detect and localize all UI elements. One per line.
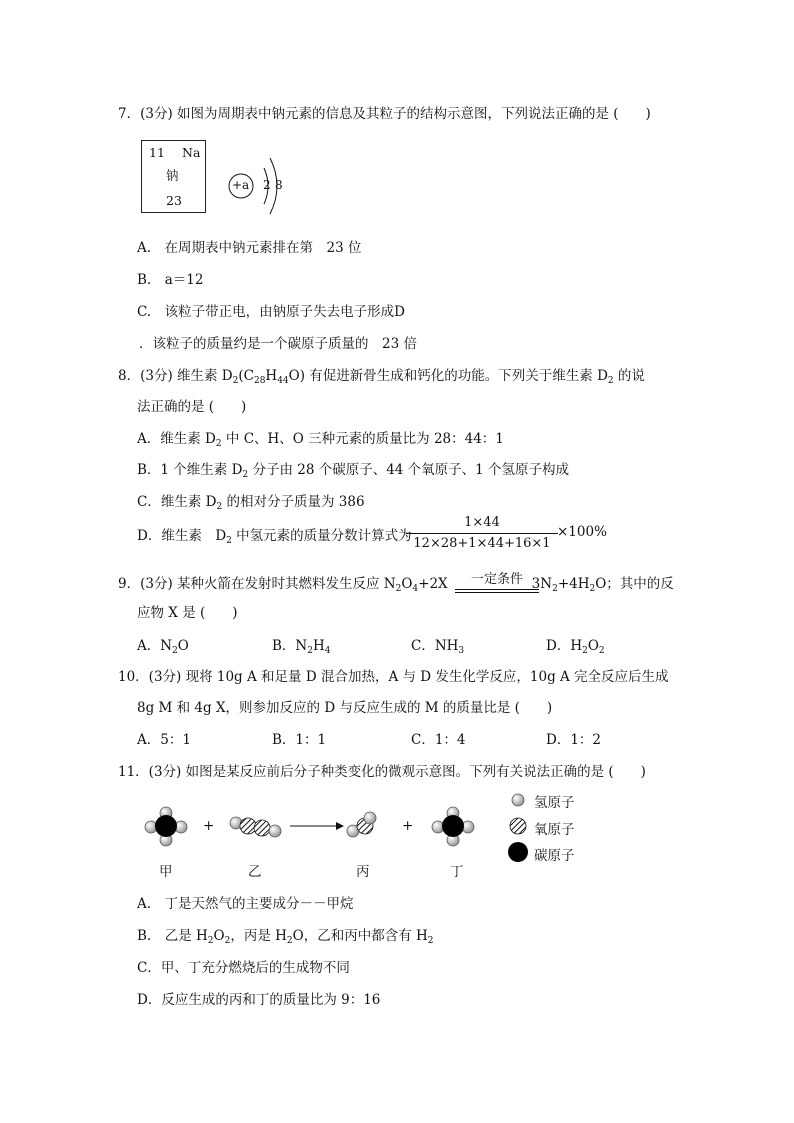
shell2-electrons: 8 — [275, 178, 283, 192]
q8-stem-line2: 法正确的是 ( ) — [137, 399, 247, 415]
q8-option-a[interactable]: A．维生素 $D_2$ 中 C、H、O 三种元素的质量比为 28：44：1 — [137, 431, 504, 449]
condition-line-2 — [455, 592, 539, 593]
q9-stem-line2: 应物 X 是 ( ) — [137, 605, 238, 621]
condition-text: 一定条件 — [470, 572, 523, 587]
q11-option-c[interactable]: C．甲、丁充分燃烧后的生成物不同 — [137, 960, 350, 976]
element-symbol: Na — [182, 145, 201, 160]
q10-option-b[interactable]: B．1：1 — [272, 732, 327, 748]
q10-option-d[interactable]: D．1：2 — [546, 732, 602, 748]
q9-option-d[interactable]: D．$H_2O_2$ — [546, 638, 605, 656]
element-atomic-number: 11 — [149, 145, 165, 160]
q7-option-c[interactable]: C. 该粒子带正电，由钠原子失去电子形成D — [137, 304, 405, 320]
q10-option-c[interactable]: C．1：4 — [411, 732, 466, 748]
q8-option-d[interactable]: D．维生素 $D_2$ 中氢元素的质量分数计算式为 — [137, 528, 412, 546]
molecule-ding — [432, 807, 474, 846]
atom-structure-diagram — [226, 150, 296, 220]
q8-option-b[interactable]: B．1 个维生素 $D_2$ 分子由 28 个碳原子、44 个氧原子、1 个氢原子构成 — [137, 462, 570, 480]
q9-option-c[interactable]: C．$NH_3$ — [411, 638, 465, 656]
label-ding: 丁 — [450, 864, 464, 880]
q10-stem-line1: 10．(3分) 现将 10g A 和足量 D 混合加热，A 与 D 发生化学反应，10g A 完全反应后生成 — [118, 669, 669, 685]
q11-option-b[interactable]: B. 乙是 $H_2O_2$，丙是 $H_2O$，乙和丙中都含有 $H_2$ — [137, 928, 434, 946]
q11-option-a[interactable]: A. 丁是天然气的主要成分－－甲烷 — [137, 896, 354, 912]
molecule-yi — [230, 817, 281, 837]
plus-sign-1: + — [203, 818, 215, 834]
q9-option-a[interactable]: A．$N_2O$ — [137, 638, 189, 656]
fraction-tail: ×100% — [557, 524, 607, 540]
label-bing: 丙 — [356, 864, 370, 880]
q11-option-d[interactable]: D．反应生成的丙和丁的质量比为 9：16 — [137, 992, 381, 1008]
element-name: 钠 — [166, 168, 179, 183]
q7-option-d[interactable]: ．该粒子的质量约是一个碳原子质量的 23 倍 — [139, 336, 417, 352]
fraction-denominator: 12×28+1×44+16×1 — [413, 536, 551, 551]
label-yi: 乙 — [248, 864, 262, 880]
legend-oxygen: 氧原子 — [534, 822, 575, 838]
legend-carbon: 碳原子 — [534, 848, 575, 864]
q9-option-b[interactable]: B．$N_2H_4$ — [272, 638, 331, 656]
nucleus-charge: +a — [232, 178, 250, 192]
q7-stem: 7．(3分) 如图为周期表中钠元素的信息及其粒子的结构示意图，下列说法正确的是 ( ) — [118, 106, 651, 122]
reaction-diagram-svg — [138, 790, 658, 885]
q9-stem-line1: 9．(3分) 某种火箭在发射时其燃料发生反应 $N_2O_4+2X$ $3N_2+4H_2O$；其中的反 — [118, 576, 674, 594]
legend-hydrogen: 氢原子 — [534, 795, 575, 811]
q8-fraction — [406, 514, 558, 553]
reaction-arrow — [290, 822, 344, 830]
fraction-bar — [406, 533, 558, 534]
q10-stem-line2: 8g M 和 4g X，则参加反应的 D 与反应生成的 M 的质量比是 ( ) — [137, 700, 553, 716]
fraction-numerator: 1×44 — [464, 515, 500, 530]
element-card-sodium — [141, 140, 206, 213]
q8-stem-line1: 8．(3分) 维生素 $D_2(C_{28}H_{44}O)$ 有促进新骨生成和钙化的功能。下列关于维生素 $D_2$ 的说 — [118, 368, 645, 386]
q7-option-a[interactable]: A. 在周期表中钠元素排在第 23 位 — [137, 240, 362, 256]
plus-sign-2: + — [402, 818, 414, 834]
reaction-condition — [455, 568, 539, 593]
q10-option-a[interactable]: A．5：1 — [137, 732, 191, 748]
shell1-electrons: 2 — [263, 178, 271, 192]
label-jia: 甲 — [159, 864, 173, 880]
q7-option-b[interactable]: B. a＝12 — [137, 272, 204, 288]
legend-symbols — [508, 794, 528, 862]
molecule-jia — [145, 807, 187, 846]
element-mass: 23 — [166, 193, 182, 208]
q8-option-c[interactable]: C．维生素 $D_2$ 的相对分子质量为 386 — [137, 494, 365, 512]
condition-line-1 — [455, 589, 539, 590]
molecule-bing — [347, 812, 376, 837]
q11-stem: 11．(3分) 如图是某反应前后分子种类变化的微观示意图。下列有关说法正确的是 ( ) — [118, 764, 646, 780]
reaction-diagram — [138, 790, 658, 885]
